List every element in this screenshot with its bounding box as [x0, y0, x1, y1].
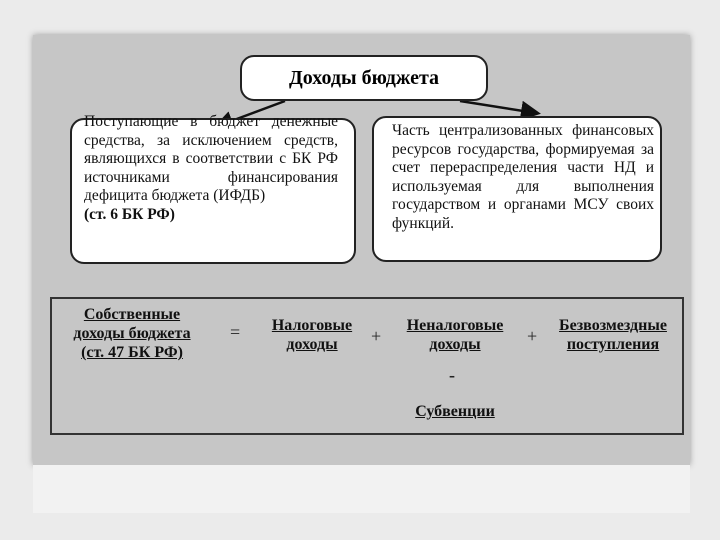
- own-revenues: [62, 305, 202, 362]
- minus-sign: -: [449, 365, 455, 385]
- tax-revenues-line-2: доходы: [286, 336, 338, 353]
- equals-sign: =: [230, 322, 241, 342]
- gratuitous-receipts-line-1: Безвозмездные: [559, 317, 667, 334]
- plus-sign-1: +: [371, 326, 382, 346]
- tax-revenues-line-1: Налоговые: [271, 317, 353, 334]
- own-revenues-line-1: Собственные: [83, 306, 181, 323]
- plus-sign-2: +: [527, 326, 538, 346]
- title-box: Доходы бюджета: [240, 55, 488, 101]
- nontax-revenues: [390, 316, 520, 354]
- gratuitous-receipts-line-2: поступления: [566, 336, 660, 353]
- left-definition: Поступающие в бюджет денежные средства, за исключением средств, являющихся в соответствии с БК РФ источниками финансирования дефицита бюджета (ИФДБ): [84, 113, 338, 204]
- right-definition-text: Часть централизованных финансовых ресурсов государства, формируемая за счет перераспределения части НД и используемая для выполнения государством и органами МСУ своих функций.: [392, 122, 654, 232]
- own-revenues-line-3: (ст. 47 БК РФ): [81, 344, 183, 361]
- nontax-revenues-line-2: доходы: [429, 336, 481, 353]
- left-reference: (ст. 6 БК РФ): [84, 205, 175, 223]
- nontax-revenues-line-1: Неналоговые: [406, 317, 504, 334]
- arrow-right: [460, 101, 536, 113]
- left-definition-text: [84, 113, 338, 224]
- subventions: Субвенции: [415, 403, 495, 420]
- gratuitous-receipts: [548, 316, 678, 354]
- tax-revenues: [262, 316, 362, 354]
- own-revenues-line-2: доходы бюджета: [73, 325, 191, 342]
